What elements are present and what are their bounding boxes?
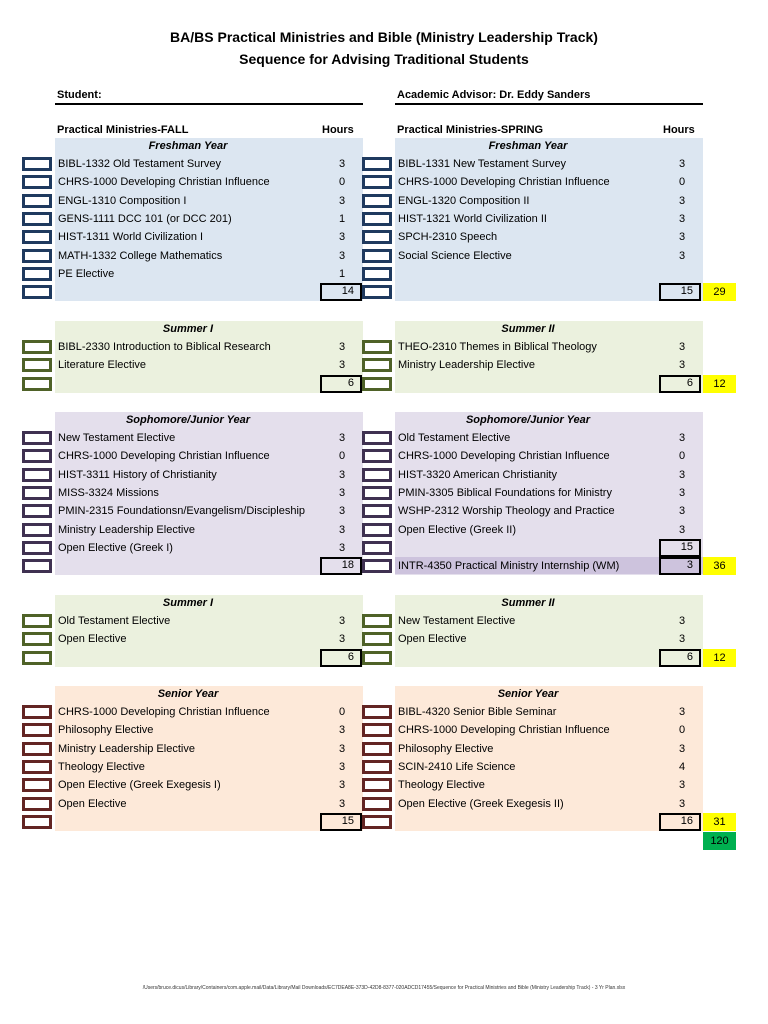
fall-course-checkbox[interactable] [22, 486, 52, 500]
spring-course-checkbox[interactable] [362, 632, 392, 646]
spring-course-name: Open Elective (Greek II) [398, 523, 516, 536]
fall-course-hours: 3 [338, 779, 346, 792]
spring-course-hours: 3 [678, 432, 686, 444]
fall-hours-header: Hours [322, 124, 354, 136]
fall-semester-total: 15 [320, 813, 362, 831]
fall-course-name: Open Elective [58, 797, 127, 810]
spring-course-name: CHRS-1000 Developing Christian Influence [398, 450, 610, 463]
spring-semester-total: 6 [659, 649, 701, 667]
fall-section-title: Freshman Year [148, 140, 228, 152]
file-path-footer: /Users/bruce.dicus/Library/Containers/com.apple.mail/Data/Library/Mail Downloads/EC7DEA8E-373D-42D8-8377-020ADCD17455/Sequence for Practical Ministries and Bible (Ministry Leadership Track) - 3 Yr Plan.xlsx [142, 985, 626, 991]
fall-course-hours: 1 [338, 267, 346, 280]
spring-course-checkbox[interactable] [362, 614, 392, 628]
fall-course-hours: 3 [338, 158, 346, 170]
spring-course-checkbox[interactable] [362, 468, 392, 482]
spring-course-checkbox[interactable] [362, 431, 392, 445]
spring-course-checkbox[interactable] [362, 175, 392, 189]
spring-course-checkbox[interactable] [362, 815, 392, 829]
spring-course-hours: 3 [678, 194, 686, 207]
fall-semester-total: 18 [320, 557, 362, 575]
fall-course-name: Ministry Leadership Elective [58, 523, 195, 536]
fall-course-name: CHRS-1000 Developing Christian Influence [58, 450, 270, 463]
fall-course-name: HIST-1311 World Civilization I [58, 231, 204, 244]
advisor-label: Academic Advisor: Dr. Eddy Sanders [397, 89, 591, 101]
fall-course-hours: 3 [338, 359, 346, 372]
fall-course-hours: 3 [338, 615, 346, 627]
fall-course-name: New Testament Elective [58, 432, 176, 444]
fall-course-hours: 1 [338, 212, 346, 225]
spring-course-name: BIBL-1331 New Testament Survey [398, 158, 566, 170]
fall-course-checkbox[interactable] [22, 760, 52, 774]
student-rule [55, 103, 363, 105]
fall-course-checkbox[interactable] [22, 468, 52, 482]
fall-course-name: BIBL-2330 Introduction to Biblical Research [58, 341, 271, 353]
fall-course-checkbox[interactable] [22, 723, 52, 737]
spring-course-name: Open Elective [398, 633, 467, 646]
fall-course-checkbox[interactable] [22, 541, 52, 555]
fall-course-name: CHRS-1000 Developing Christian Influence [58, 706, 270, 718]
fall-course-checkbox[interactable] [22, 358, 52, 372]
spring-course-hours: 3 [678, 212, 686, 225]
advisor-rule [395, 103, 703, 105]
fall-course-checkbox[interactable] [22, 778, 52, 792]
spring-semester-total: 15 [659, 283, 701, 301]
spring-course-hours: 3 [678, 468, 686, 481]
fall-course-checkbox[interactable] [22, 230, 52, 244]
fall-course-checkbox[interactable] [22, 614, 52, 628]
spring-course-checkbox[interactable] [362, 523, 392, 537]
fall-course-hours: 3 [338, 633, 346, 646]
spring-course-checkbox[interactable] [362, 377, 392, 391]
spring-course-checkbox[interactable] [362, 797, 392, 811]
fall-course-checkbox[interactable] [22, 285, 52, 299]
fall-course-hours: 0 [338, 450, 346, 463]
fall-course-checkbox[interactable] [22, 267, 52, 281]
fall-course-hours: 3 [338, 541, 346, 554]
fall-section-title: Sophomore/Junior Year [125, 414, 251, 426]
fall-course-name: PMIN-2315 Foundationsn/Evangelism/Discipleship [58, 505, 306, 518]
spring-section-title: Freshman Year [488, 140, 568, 152]
fall-course-hours: 3 [338, 194, 346, 207]
spring-course-hours: 3 [678, 742, 686, 755]
spring-course-checkbox[interactable] [362, 742, 392, 756]
spring-course-hours: 3 [678, 706, 686, 718]
spring-course-hours: 4 [678, 760, 686, 773]
fall-course-hours: 3 [338, 505, 346, 518]
spring-course-hours: 3 [678, 797, 686, 810]
spring-course-name: Ministry Leadership Elective [398, 359, 535, 372]
page-title: BA/BS Practical Ministries and Bible (Ministry Leadership Track) [170, 29, 598, 45]
spring-course-name: CHRS-1000 Developing Christian Influence [398, 176, 610, 189]
spring-course-hours: 3 [678, 231, 686, 244]
fall-section-title: Summer I [162, 323, 214, 335]
spring-course-checkbox[interactable] [362, 504, 392, 518]
spring-course-name: New Testament Elective [398, 615, 516, 627]
fall-course-checkbox[interactable] [22, 212, 52, 226]
fall-course-name: Ministry Leadership Elective [58, 742, 195, 755]
fall-course-checkbox[interactable] [22, 249, 52, 263]
spring-course-hours: 3 [678, 505, 686, 518]
fall-section-title: Summer I [162, 597, 214, 609]
spring-course-checkbox[interactable] [362, 760, 392, 774]
fall-course-name: Literature Elective [58, 359, 147, 372]
fall-header: Practical Ministries-FALL [57, 124, 189, 136]
fall-course-checkbox[interactable] [22, 449, 52, 463]
spring-course-hours: 3 [678, 615, 686, 627]
fall-course-checkbox[interactable] [22, 431, 52, 445]
student-label: Student: [57, 89, 102, 101]
grand-total: 120 [703, 832, 736, 850]
fall-course-hours: 0 [338, 176, 346, 189]
spring-course-name: THEO-2310 Themes in Biblical Theology [398, 341, 597, 353]
fall-course-checkbox[interactable] [22, 194, 52, 208]
spring-course-hours: 3 [678, 249, 686, 262]
spring-course-hours: 0 [678, 724, 686, 737]
year-total: 12 [703, 375, 736, 393]
fall-course-name: Philosophy Elective [58, 724, 154, 737]
spring-course-name: ENGL-1320 Composition II [398, 194, 530, 207]
fall-course-hours: 3 [338, 231, 346, 244]
spring-course-hours: 3 [678, 633, 686, 646]
fall-course-checkbox[interactable] [22, 157, 52, 171]
fall-course-name: HIST-3311 History of Christianity [58, 468, 217, 481]
fall-course-name: Open Elective (Greek Exegesis I) [58, 779, 221, 792]
year-total: 31 [703, 813, 736, 831]
fall-course-name: PE Elective [58, 267, 115, 280]
fall-course-hours: 3 [338, 523, 346, 536]
spring-header: Practical Ministries-SPRING [397, 124, 544, 136]
spring-course-checkbox[interactable] [362, 230, 392, 244]
fall-course-checkbox[interactable] [22, 340, 52, 354]
fall-course-name: GENS-1111 DCC 101 (or DCC 201) [58, 212, 232, 225]
fall-semester-total: 6 [320, 649, 362, 667]
fall-course-checkbox[interactable] [22, 632, 52, 646]
spring-section-title: Senior Year [497, 688, 559, 700]
spring-course-checkbox[interactable] [362, 651, 392, 665]
spring-course-checkbox[interactable] [362, 449, 392, 463]
spring-course-hours: 3 [678, 486, 686, 499]
fall-course-checkbox[interactable] [22, 651, 52, 665]
spring-course-checkbox[interactable] [362, 249, 392, 263]
spring-course-checkbox[interactable] [362, 778, 392, 792]
spring-course-checkbox[interactable] [362, 486, 392, 500]
spring-course-name: Open Elective (Greek Exegesis II) [398, 797, 564, 810]
fall-course-name: Open Elective (Greek I) [58, 541, 173, 554]
spring-course-name: Old Testament Elective [398, 432, 511, 444]
spring-course-name: CHRS-1000 Developing Christian Influence [398, 724, 610, 737]
fall-course-hours: 3 [338, 724, 346, 737]
fall-course-hours: 3 [338, 249, 346, 262]
spring-course-checkbox[interactable] [362, 541, 392, 555]
page-subtitle: Sequence for Advising Traditional Students [239, 51, 529, 67]
spring-course-checkbox[interactable] [362, 212, 392, 226]
spring-course-hours: 3 [678, 341, 686, 353]
spring-course-name: PMIN-3305 Biblical Foundations for Ministry [398, 486, 612, 499]
spring-course-name: SCIN-2410 Life Science [398, 760, 516, 773]
year-total: 29 [703, 283, 736, 301]
spring-course-checkbox[interactable] [362, 340, 392, 354]
spring-course-checkbox[interactable] [362, 705, 392, 719]
spring-course-hours: 3 [678, 523, 686, 536]
fall-course-checkbox[interactable] [22, 559, 52, 573]
fall-course-name: Old Testament Elective [58, 615, 171, 627]
fall-course-checkbox[interactable] [22, 742, 52, 756]
spring-course-checkbox[interactable] [362, 358, 392, 372]
fall-course-hours: 3 [338, 760, 346, 773]
spring-course-hours: 0 [678, 450, 686, 463]
fall-course-checkbox[interactable] [22, 175, 52, 189]
spring-course-checkbox[interactable] [362, 559, 392, 573]
fall-course-name: MATH-1332 College Mathematics [58, 249, 223, 262]
fall-course-name: Theology Elective [58, 760, 145, 773]
spring-semester-total: 15 [659, 539, 701, 557]
fall-course-hours: 3 [338, 486, 346, 499]
fall-course-checkbox[interactable] [22, 797, 52, 811]
spring-course-hours: 3 [678, 359, 686, 372]
spring-course-checkbox[interactable] [362, 267, 392, 281]
spring-section-title: Summer II [501, 323, 555, 335]
fall-course-name: ENGL-1310 Composition I [58, 194, 187, 207]
spring-course-checkbox[interactable] [362, 285, 392, 299]
fall-course-checkbox[interactable] [22, 377, 52, 391]
fall-course-name: CHRS-1000 Developing Christian Influence [58, 176, 270, 189]
fall-course-name: Open Elective [58, 633, 127, 646]
spring-course-checkbox[interactable] [362, 157, 392, 171]
spring-course-name: Philosophy Elective [398, 742, 494, 755]
fall-semester-total: 14 [320, 283, 362, 301]
spring-semester-total: 6 [659, 375, 701, 393]
fall-course-hours: 3 [338, 742, 346, 755]
spring-course-name: BIBL-4320 Senior Bible Seminar [398, 706, 557, 718]
spring-course-name: Theology Elective [398, 779, 485, 792]
spring-course-hours: 3 [678, 158, 686, 170]
fall-semester-total: 6 [320, 375, 362, 393]
spring-course-checkbox[interactable] [362, 723, 392, 737]
spring-course-name: HIST-3320 American Christianity [398, 468, 557, 481]
fall-course-hours: 3 [338, 432, 346, 444]
year-total: 36 [703, 557, 736, 575]
fall-course-name: BIBL-1332 Old Testament Survey [58, 158, 222, 170]
fall-course-hours: 0 [338, 706, 346, 718]
spring-course-name: WSHP-2312 Worship Theology and Practice [398, 505, 615, 518]
fall-course-hours: 3 [338, 797, 346, 810]
spring-semester-total: 16 [659, 813, 701, 831]
fall-section-title: Senior Year [157, 688, 219, 700]
spring-section-title: Sophomore/Junior Year [465, 414, 591, 426]
spring-course-hours: 0 [678, 176, 686, 189]
fall-course-hours: 3 [338, 468, 346, 481]
fall-course-checkbox[interactable] [22, 523, 52, 537]
spring-hours-header: Hours [663, 124, 695, 136]
spring-course-name: HIST-1321 World Civilization II [398, 212, 547, 225]
fall-course-hours: 3 [338, 341, 346, 353]
fall-course-checkbox[interactable] [22, 504, 52, 518]
spring-section-title: Summer II [501, 597, 555, 609]
fall-course-name: MISS-3324 Missions [58, 486, 159, 499]
spring-course-name: Social Science Elective [398, 249, 512, 262]
spring-course-checkbox[interactable] [362, 194, 392, 208]
internship-hours: 3 [659, 557, 701, 575]
spring-course-name: SPCH-2310 Speech [398, 231, 498, 244]
internship-course-name: INTR-4350 Practical Ministry Internship (WM) [398, 560, 620, 573]
fall-course-checkbox[interactable] [22, 815, 52, 829]
year-total: 12 [703, 649, 736, 667]
spring-course-hours: 3 [678, 779, 686, 792]
fall-course-checkbox[interactable] [22, 705, 52, 719]
